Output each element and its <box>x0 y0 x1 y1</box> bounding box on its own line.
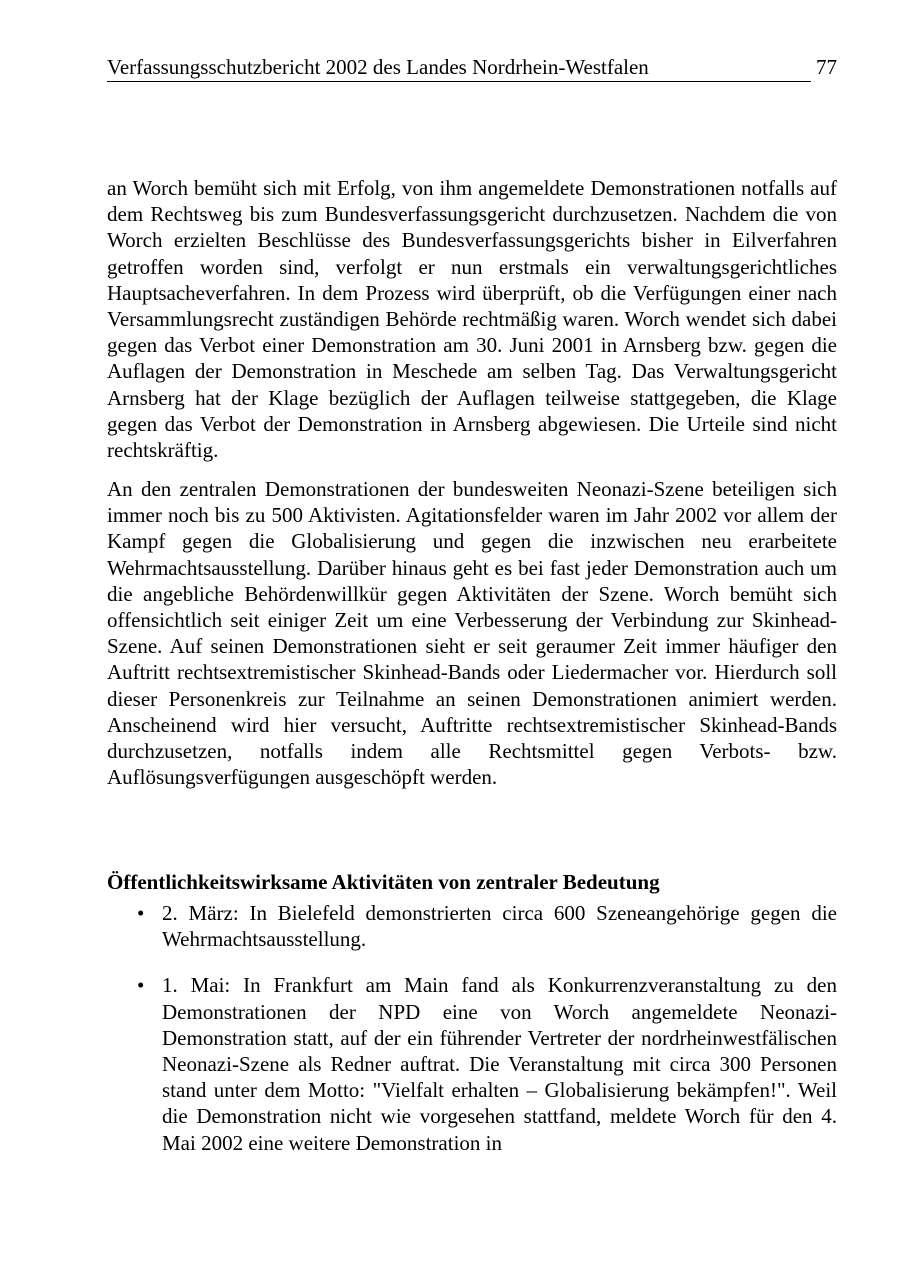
list-item-text: 2. März: In Bielefeld demonstrierten circa 600 Szeneangehörige gegen die Wehrmachtsausstellung. <box>162 901 837 952</box>
running-header-title: Verfassungsschutzbericht 2002 des Landes Nordrhein-Westfalen <box>107 55 649 79</box>
list-item <box>107 972 837 1155</box>
list-item <box>107 900 837 952</box>
list-item-text: 1. Mai: In Frankfurt am Main fand als Konkurrenzveranstaltung zu den Demonstrationen der NPD eine von Worch angemeldete Neonazi-Demonstration statt, auf der ein führender Vertreter der nordrheinwestfälischen Neonazi-Szene als Redner auftrat. Die Veranstaltung mit circa 300 Personen stand unter dem Motto: "Vielfalt erhalten – Globalisierung bekämpfen!". Weil die Demonstration nicht wie vorgesehen stattfand, meldete Worch für den 4. Mai 2002 eine weitere Demonstration in <box>162 973 837 1155</box>
body-paragraph-2: An den zentralen Demonstrationen der bundesweiten Neonazi-Szene beteiligen sich immer noch bis zu 500 Aktivisten. Agitationsfelder waren im Jahr 2002 vor allem der Kampf gegen die Globalisierung und gegen die inzwischen neu erarbeitete Wehrmachtsausstellung. Darüber hinaus geht es bei fast jeder Demonstration auch um die angebliche Behördenwillkür gegen Aktivitäten der Szene. Worch bemüht sich offensichtlich seit einiger Zeit um eine Verbesserung der Verbindung zur Skinhead-Szene. Auf seinen Demonstrationen sieht er seit geraumer Zeit immer häufiger den Auftritt rechtsextremistischer Skinhead-Bands oder Liedermacher vor. Hierdurch soll dieser Personenkreis zur Teilnahme an seinen Demonstrationen animiert werden. Anscheinend wird hier versucht, Auftritte rechtsextremistischer Skinhead-Bands durchzusetzen, notfalls indem alle Rechtsmittel gegen Verbots- bzw. Auflösungsverfügungen ausgeschöpft werden. <box>107 477 837 790</box>
page-header <box>107 53 837 83</box>
activities-list <box>107 900 837 1176</box>
section-heading: Öffentlichkeitswirksame Aktivitäten von zentraler Bedeutung <box>107 870 660 894</box>
bullet-icon: • <box>137 973 145 998</box>
body-paragraph-1: an Worch bemüht sich mit Erfolg, von ihm angemeldete Demonstrationen notfalls auf dem Rechtsweg bis zum Bundesverfassungsgericht durchzusetzen. Nachdem die von Worch erzielten Beschlüsse des Bundesverfassungsgerichts bisher in Eilverfahren getroffen worden sind, verfolgt er nun erstmals ein verwaltungsgerichtliches Hauptsacheverfahren. In dem Prozess wird überprüft, ob die Verfügungen einer nach Versammlungsrecht zuständigen Behörde rechtmäßig waren. Worch wendet sich dabei gegen das Verbot einer Demonstration am 30. Juni 2001 in Arnsberg bzw. gegen die Auflagen der Demonstration in Meschede am selben Tag. Das Verwaltungsgericht Arnsberg hat der Klage bezüglich der Auflagen teilweise stattgegeben, die Klage gegen das Verbot der Demonstration in Arnsberg abgewiesen. Die Urteile sind nicht rechtskräftig. <box>107 176 837 463</box>
header-rule <box>107 81 811 82</box>
page-number: 77 <box>816 55 837 79</box>
bullet-icon: • <box>137 901 145 925</box>
